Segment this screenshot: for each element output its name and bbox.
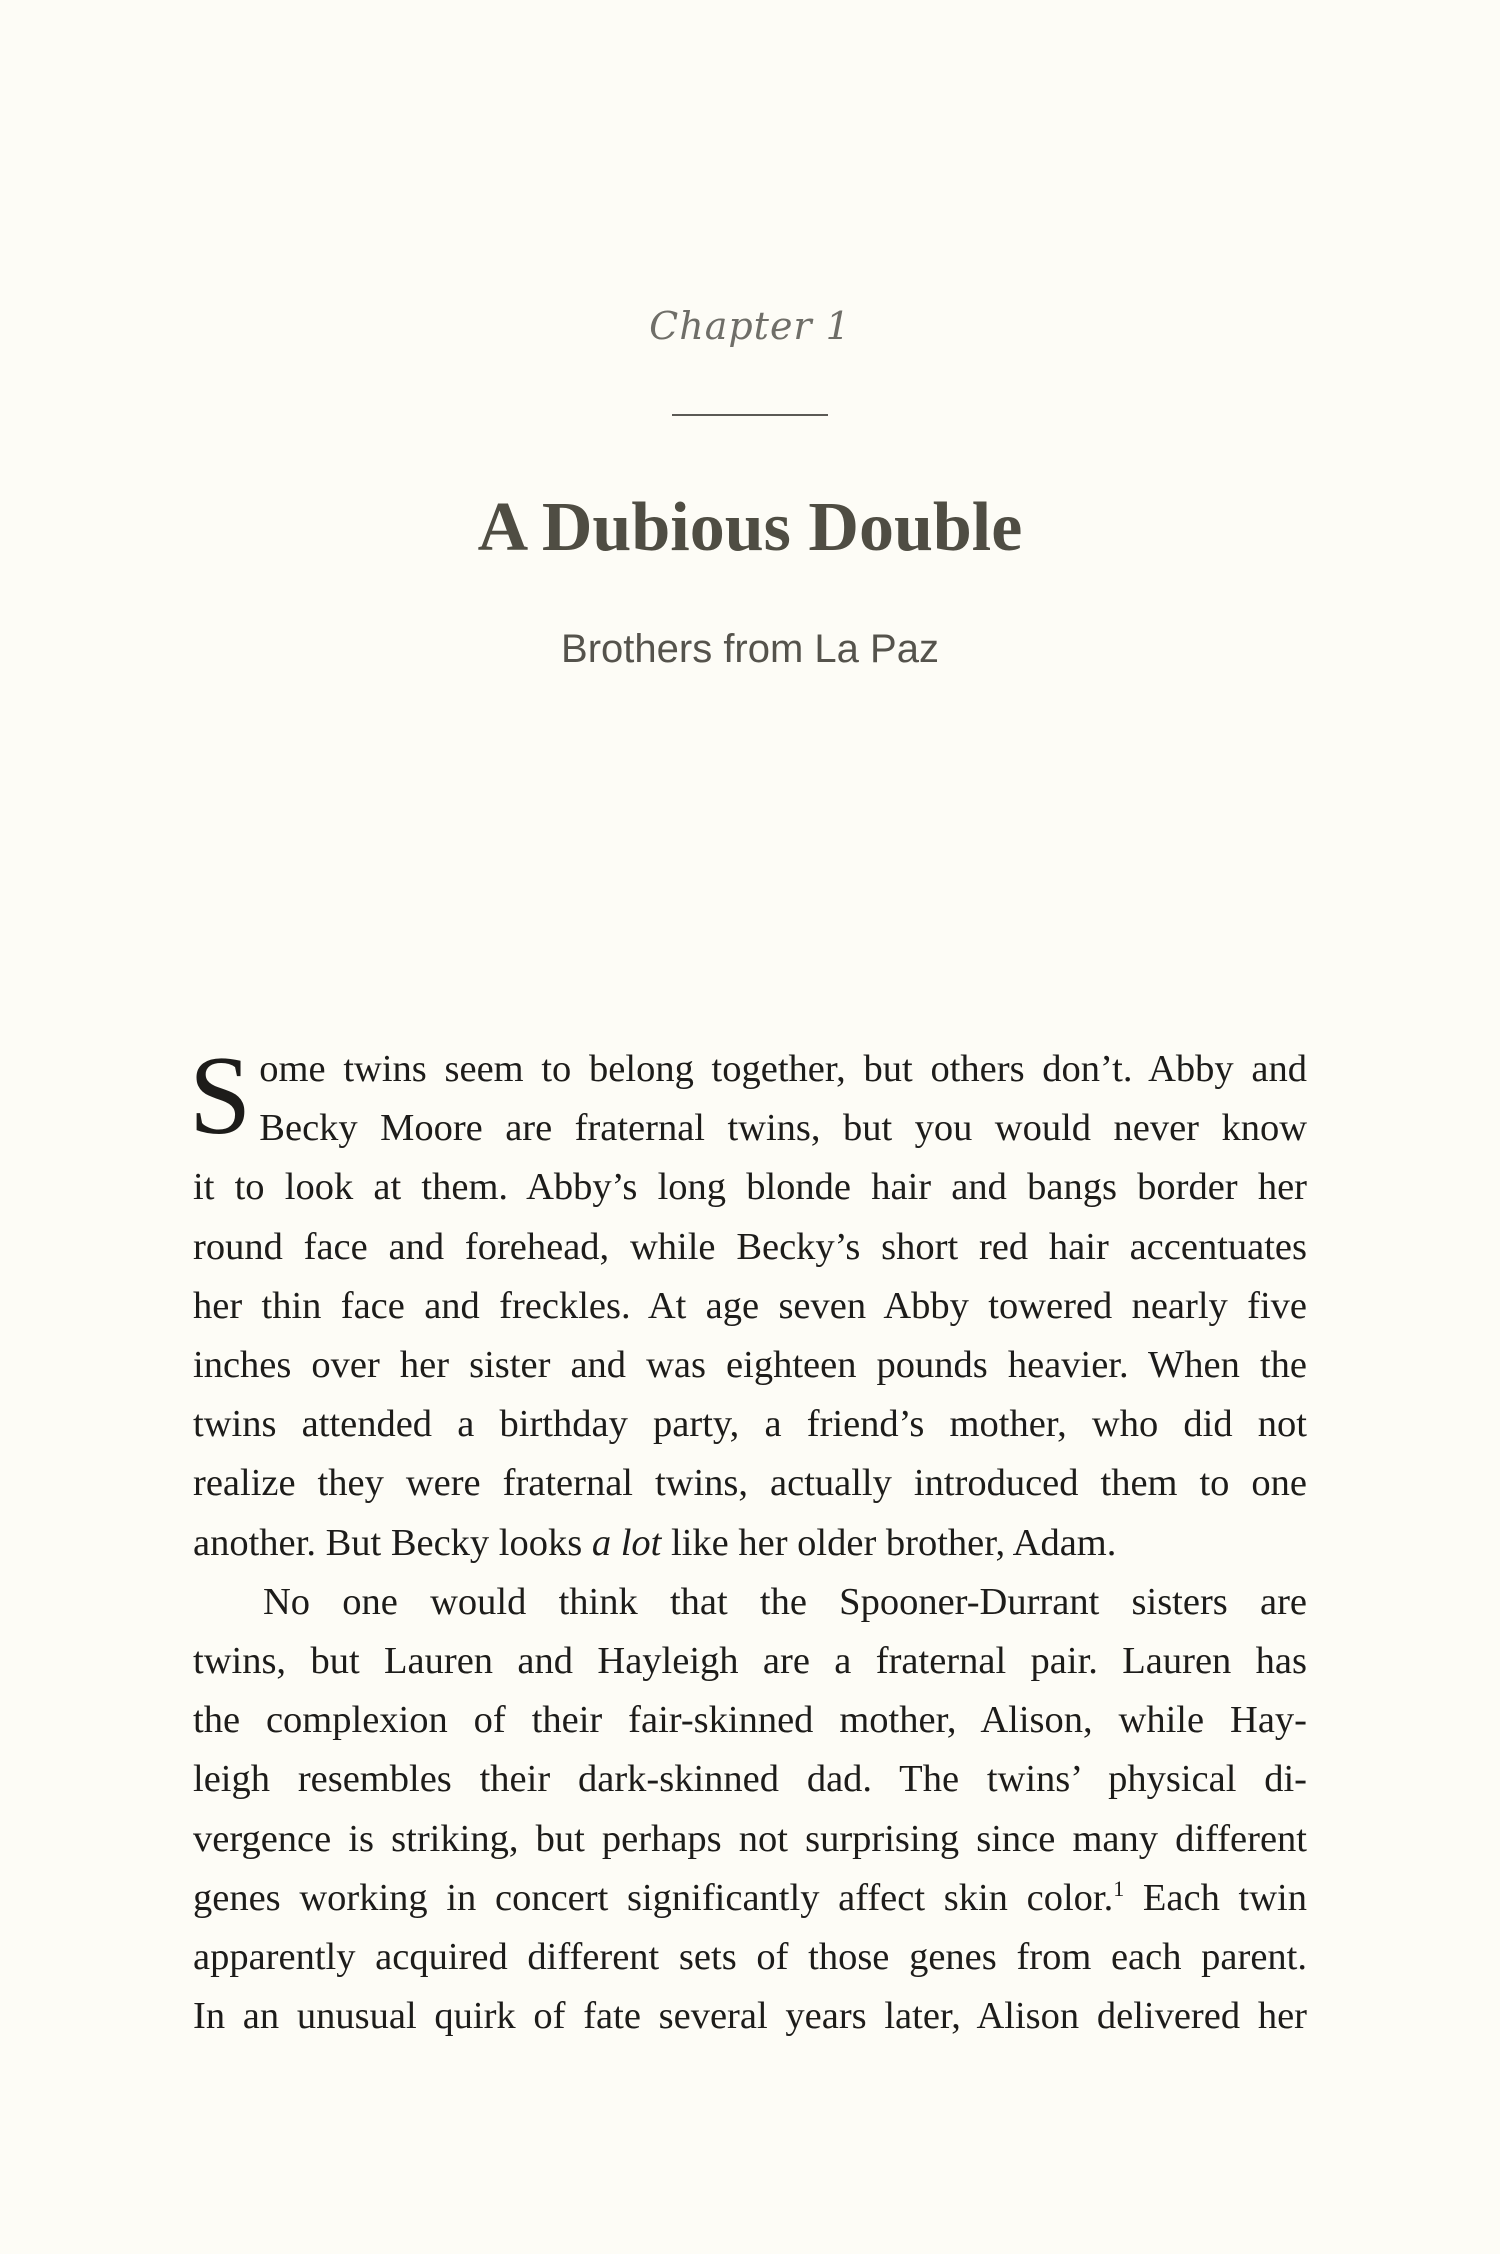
- text-segment: genes working in concert significantly affect skin color.: [193, 1876, 1114, 1919]
- text-line: vergence is striking, but perhaps not surprising since many different: [193, 1817, 1307, 1860]
- text-segment: like her older brother, Adam.: [661, 1521, 1117, 1564]
- text-line: No one would think that the Spooner-Durrant sisters are: [263, 1580, 1307, 1623]
- body-text: [189, 1034, 1307, 2046]
- chapter-label: Chapter 1: [649, 304, 851, 348]
- text-line: inches over her sister and was eighteen pounds heavier. When the: [193, 1344, 1307, 1387]
- text-line: apparently acquired different sets of those genes from each parent.: [193, 1936, 1307, 1979]
- chapter-rule: [672, 414, 828, 416]
- text-line: [193, 1514, 1307, 1573]
- chapter-subtitle: Brothers from La Paz: [561, 627, 939, 671]
- text-line: it to look at them. Abby’s long blonde hair and bangs border her: [193, 1166, 1307, 1209]
- text-line: In an unusual quirk of fate several years later, Alison delivered her: [193, 1995, 1307, 2038]
- text-line: the complexion of their fair-skinned mother, Alison, while Hay-: [193, 1699, 1307, 1742]
- drop-cap: S: [189, 1034, 252, 1158]
- text-line: realize they were fraternal twins, actually introduced them to one: [193, 1462, 1307, 1505]
- text-line: twins attended a birthday party, a friend’s mother, who did not: [193, 1403, 1307, 1446]
- text-segment: another. But Becky looks: [193, 1521, 592, 1564]
- emphasis-text: a lot: [591, 1521, 662, 1564]
- text-line: twins, but Lauren and Hayleigh are a fraternal pair. Lauren has: [193, 1640, 1307, 1683]
- text-line: [193, 1869, 1307, 1928]
- paragraph-1: [189, 1034, 1307, 1573]
- text-line: round face and forehead, while Becky’s short red hair accentuates: [193, 1225, 1307, 1268]
- text-line: ome twins seem to belong together, but others don’t. Abby and: [259, 1048, 1307, 1090]
- text-line: Becky Moore are fraternal twins, but you would never know: [259, 1107, 1307, 1150]
- chapter-title: A Dubious Double: [477, 489, 1023, 566]
- text-line: leigh resembles their dark-skinned dad. The twins’ physical di-: [193, 1758, 1307, 1801]
- text-segment: Each twin: [1124, 1876, 1307, 1919]
- text-line: her thin face and freckles. At age seven Abby towered nearly five: [193, 1284, 1307, 1327]
- footnote-marker[interactable]: 1: [1113, 1875, 1125, 1901]
- paragraph-2: [193, 1573, 1307, 2047]
